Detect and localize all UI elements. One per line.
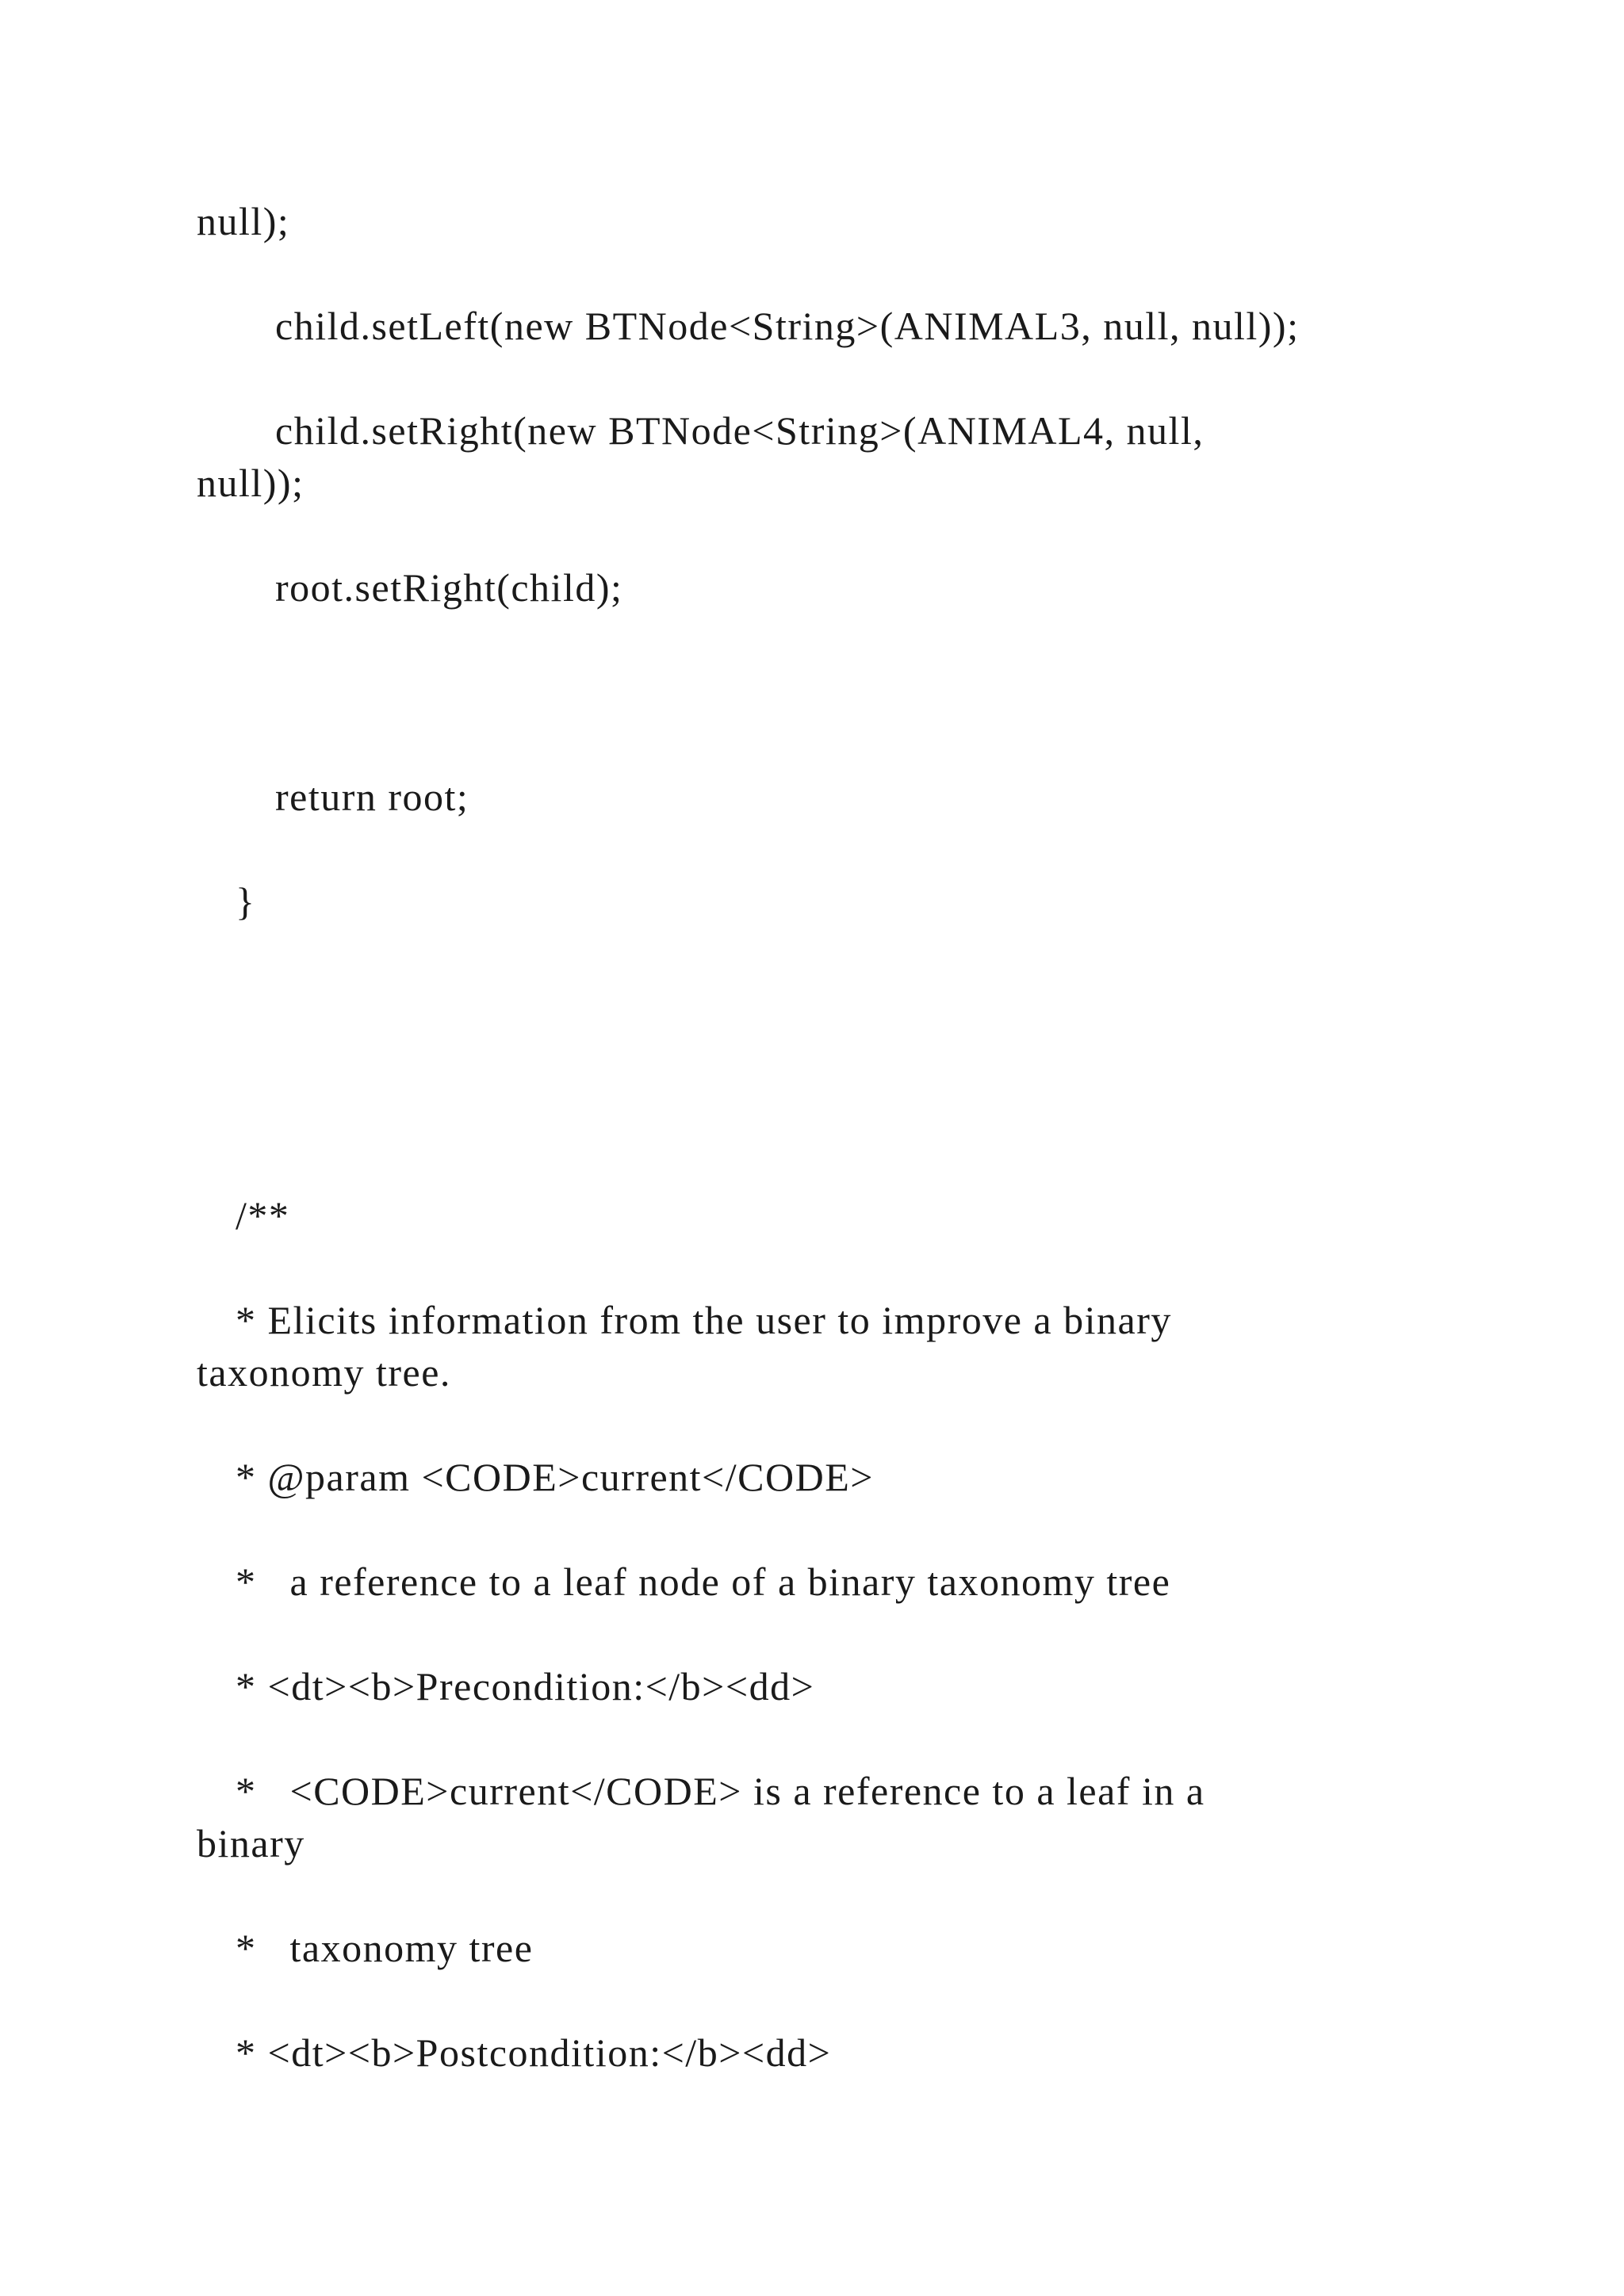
code-line: child.setLeft(new BTNode<String>(ANIMAL3, null, null));	[275, 304, 1300, 348]
comment-line: * <dt><b>Precondition:</b><dd>	[236, 1664, 815, 1709]
comment-line: * <dt><b>Postcondition:</b><dd>	[236, 2030, 832, 2075]
comment-line: * Elicits information from the user to improve a binary	[236, 1298, 1172, 1342]
code-line: return root;	[275, 775, 469, 819]
comment-line: * <CODE>current</CODE> is a reference to a leaf in a	[236, 1769, 1205, 1813]
comment-line: taxonomy tree.	[197, 1350, 451, 1395]
comment-line: * a reference to a leaf node of a binary taxonomy tree	[236, 1559, 1171, 1604]
comment-line: /**	[236, 1193, 290, 1238]
comment-line: * @param <CODE>current</CODE>	[236, 1455, 874, 1499]
code-line: null);	[197, 199, 290, 243]
code-line: root.setRight(child);	[275, 565, 623, 610]
code-line: child.setRight(new BTNode<String>(ANIMAL4, null,	[275, 408, 1205, 453]
comment-line: * taxonomy tree	[236, 1926, 534, 1970]
comment-line: binary	[197, 1821, 305, 1866]
code-line: }	[236, 879, 256, 924]
code-line: null));	[197, 461, 304, 505]
